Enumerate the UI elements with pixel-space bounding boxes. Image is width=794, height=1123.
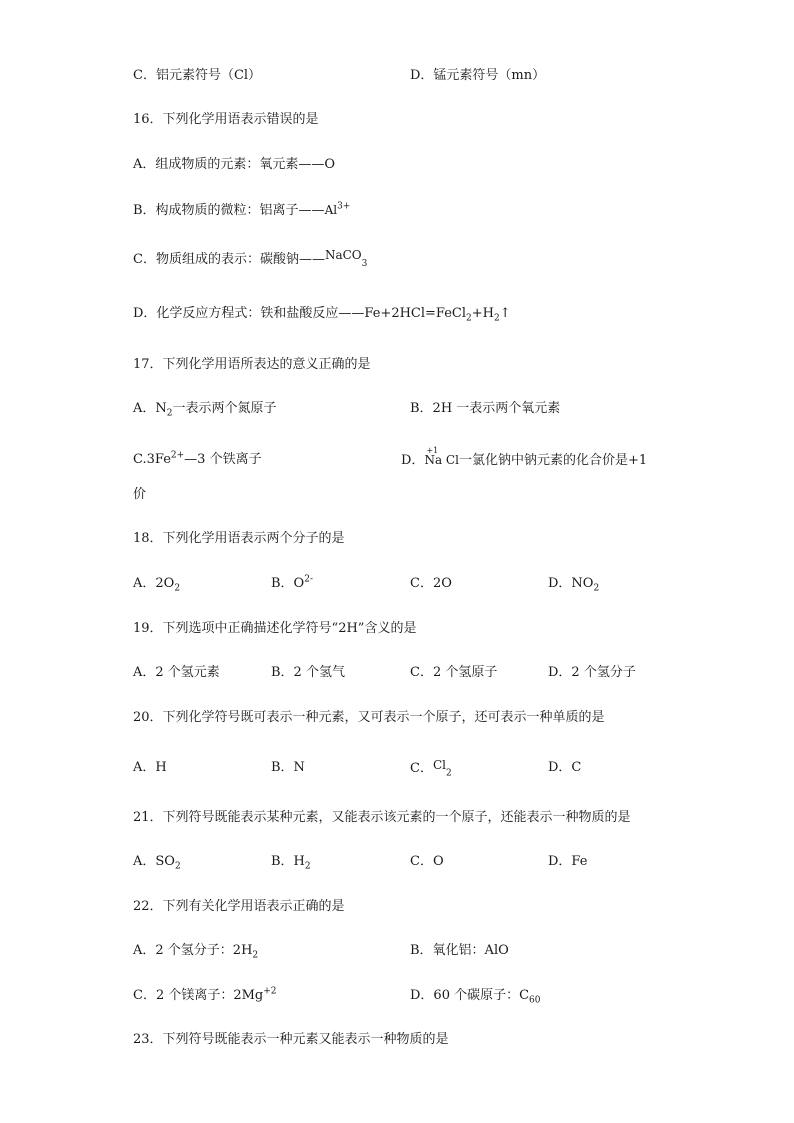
q17-option-b: B．2H 一表示两个氧元素 — [410, 401, 561, 416]
q22-option-c: C．2 个镁离子：$2Mg^{+2}$ — [133, 986, 277, 1003]
question-20: 20．下列化学符号既可表示一种元素，又可表示一个原子，还可表示一种单质的是 — [133, 710, 605, 725]
q19-option-c: C．2 个氢原子 — [410, 665, 498, 680]
q19-option-a: A．2 个氢元素 — [133, 665, 220, 680]
q21-option-d: D．Fe — [548, 854, 588, 869]
option-c-line1: C．铝元素符号（Cl） — [133, 68, 262, 83]
q17-option-d-continued: 价 — [133, 487, 147, 502]
q17-option-a: A．$N_2$一表示两个氮原子 — [133, 401, 277, 419]
question-22: 22．下列有关化学用语表示正确的是 — [133, 899, 345, 914]
question-19: 19．下列选项中正确描述化学符号“2H”含义的是 — [133, 621, 417, 636]
q16-option-b: B．构成物质的微粒：铝离子$——Al^{3+}$ — [133, 201, 351, 218]
question-21: 21．下列符号既能表示某种元素，又能表示该元素的一个原子，还能表示一种物质的是 — [133, 810, 631, 825]
q16-option-c: C．物质组成的表示：碳酸钠——NaCO$_3$ — [133, 248, 368, 269]
q18-option-a: A．$2O_2$ — [133, 576, 181, 594]
q20-option-a: A．H — [133, 760, 167, 775]
q18-option-c: C．2O — [410, 576, 452, 591]
q20-option-d: D．C — [548, 760, 582, 775]
q18-option-d: D．$NO_2$ — [548, 576, 600, 594]
q17-option-c: $C.3Fe^{2+}—3$ 个铁离子 — [133, 450, 262, 467]
question-18: 18．下列化学用语表示两个分子的是 — [133, 531, 345, 546]
q22-option-d: D．60 个碳原子：$C_{60}$ — [410, 988, 541, 1006]
q22-option-a: A．2 个氢分子：$2H_2$ — [133, 943, 259, 961]
q16-option-a: A．组成物质的元素：氧元素——O — [133, 157, 336, 172]
q19-option-b: B．2 个氢气 — [271, 665, 345, 680]
q22-option-b: B．氧化铝：AlO — [410, 943, 509, 958]
q21-option-b: B．$H_2$ — [271, 854, 311, 872]
option-d-line1: D．锰元素符号（mn） — [410, 68, 546, 83]
q20-option-c: C．$Cl_2$ — [410, 758, 452, 779]
q21-option-a: A．$SO_2$ — [133, 854, 181, 872]
question-23: 23．下列符号既能表示一种元素又能表示一种物质的是 — [133, 1032, 449, 1047]
nacl-formula: +1 Na Cl — [424, 446, 459, 467]
question-16: 16．下列化学用语表示错误的是 — [133, 112, 319, 127]
q21-option-c: C．O — [410, 854, 444, 869]
q16-option-d: D．化学反应方程式：铁和盐酸反应$——Fe+2HCl=FeCl_2+H_2↑$ — [133, 306, 511, 324]
arrow-up-icon: ↑ — [499, 306, 511, 321]
question-17: 17．下列化学用语所表达的意义正确的是 — [133, 357, 371, 372]
q18-option-b: B．$O^{2-}$ — [271, 574, 313, 591]
q19-option-d: D．2 个氢分子 — [548, 665, 636, 680]
q20-option-b: B．N — [271, 760, 305, 775]
q17-option-d: D． +1 Na Cl一氯化钠中钠元素的化合价是+1 — [401, 446, 648, 468]
